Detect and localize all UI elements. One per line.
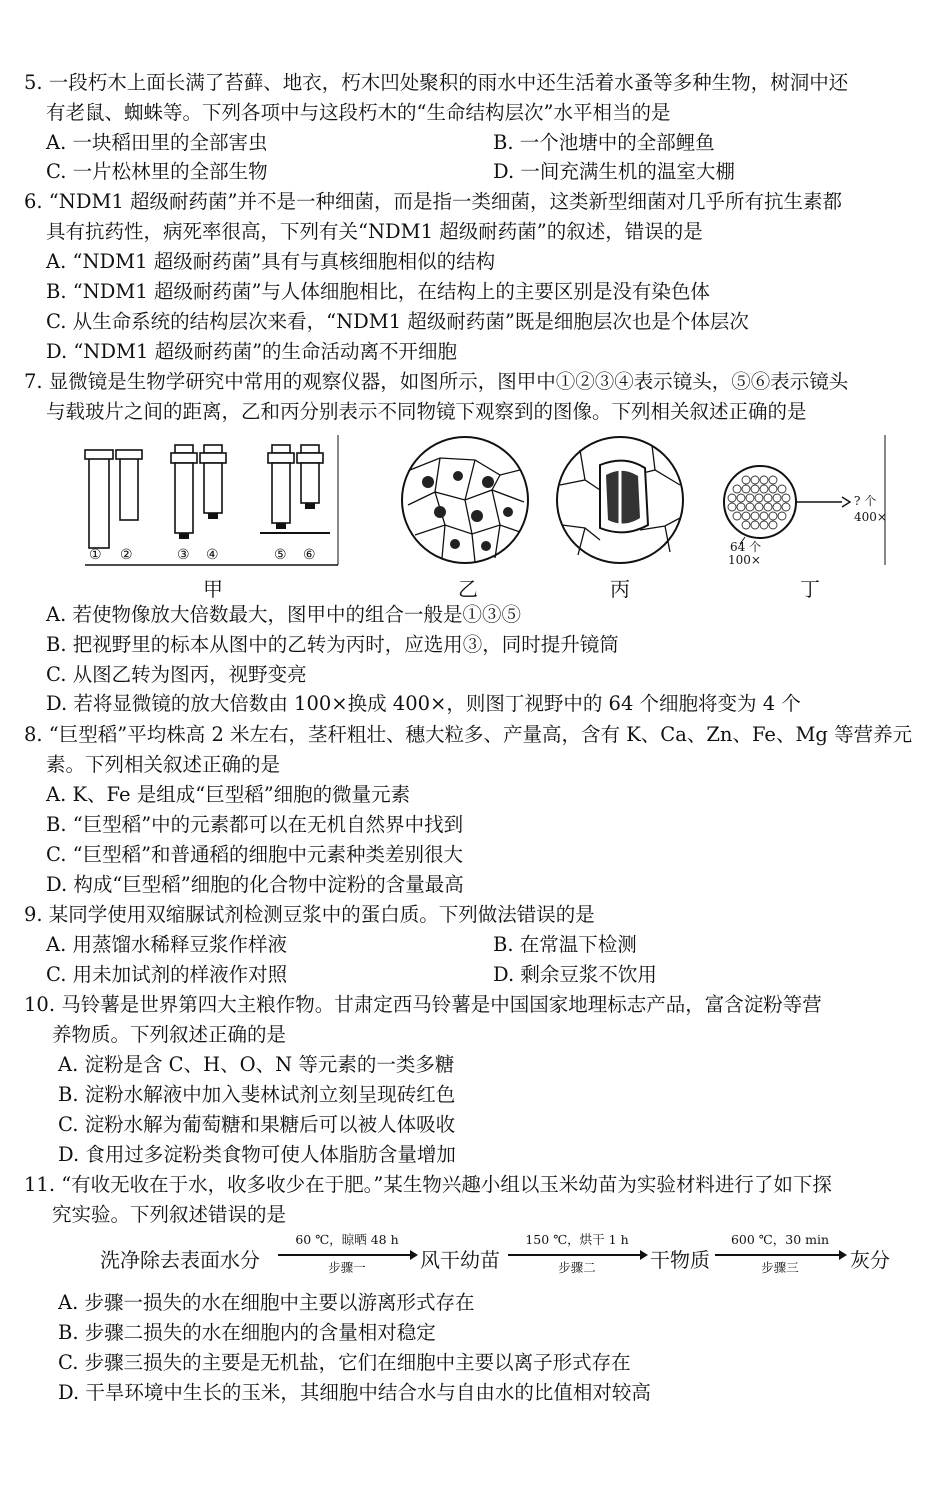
q7-option-a: A. 若使物像放大倍数最大，图甲中的组合一般是①③⑤ (46, 603, 521, 626)
lens-label-1: ① (89, 547, 102, 563)
flow-arrow-1 (278, 1232, 416, 1276)
lens-label-2: ② (120, 547, 133, 563)
q10-option-b: B. 淀粉水解液中加入斐林试剂立刻呈现砖红色 (58, 1083, 456, 1106)
q8-option-d: D. 构成“巨型稻”细胞的化合物中淀粉的含量最高 (46, 873, 464, 896)
ding-high-count: ? 个 (854, 494, 877, 508)
q11-option-a: A. 步骤一损失的水在细胞中主要以游离形式存在 (58, 1291, 475, 1314)
ding-high-mag: 400× (854, 510, 887, 524)
q9-option-d: D. 剩余豆浆不饮用 (493, 963, 657, 986)
ding-view-icon (724, 466, 850, 544)
q9-stem-line1: 9. 某同学使用双缩脲试剂检测豆浆中的蛋白质。下列做法错误的是 (24, 903, 595, 926)
q9-option-c: C. 用未加试剂的样液作对照 (46, 963, 288, 986)
q6-option-b: B. “NDM1 超级耐药菌”与人体细胞相比，在结构上的主要区别是没有染色体 (46, 280, 710, 303)
flow-step-dry-matter: 干物质 (650, 1248, 710, 1272)
lens-5-icon (268, 445, 294, 529)
q10-stem-line1: 10. 马铃薯是世界第四大主粮作物。甘肃定西马铃薯是中国国家地理标志产品，富含淀粉等营 (24, 993, 822, 1016)
q8-option-c: C. “巨型稻”和普通稻的细胞中元素种类差别很大 (46, 843, 464, 866)
q7-stem-line2: 与载玻片之间的距离，乙和丙分别表示不同物镜下观察到的图像。下列相关叙述正确的是 (46, 400, 807, 423)
q11-option-d: D. 干旱环境中生长的玉米，其细胞中结合水与自由水的比值相对较高 (58, 1381, 651, 1404)
bing-view-icon (557, 437, 683, 563)
flow-arrow-1-step: 步骤一 (328, 1260, 366, 1275)
q8-stem-line1: 8. “巨型稻”平均株高 2 米左右，茎秆粗壮、穗大粒多、产量高，含有 K、Ca、Zn、Fe、Mg 等营养元 (24, 723, 913, 746)
panel-label-bing: 丙 (610, 577, 630, 601)
flow-arrow-3 (715, 1232, 845, 1276)
q8-stem-line2: 素。下列相关叙述正确的是 (46, 753, 281, 776)
panel-label-jia: 甲 (203, 577, 223, 601)
q11-option-c: C. 步骤三损失的主要是无机盐，它们在细胞中主要以离子形式存在 (58, 1351, 631, 1374)
q9-option-b: B. 在常温下检测 (493, 933, 637, 956)
ding-low-count: 64 个 (730, 540, 762, 554)
q11-stem-line2: 究实验。下列叙述错误的是 (52, 1203, 287, 1226)
q10-stem-line2: 养物质。下列叙述正确的是 (52, 1023, 287, 1046)
q7-option-b: B. 把视野里的标本从图中的乙转为丙时，应选用③，同时提升镜筒 (46, 633, 619, 656)
q8-option-b: B. “巨型稻”中的元素都可以在无机自然界中找到 (46, 813, 464, 836)
flow-arrow-3-step: 步骤三 (761, 1260, 799, 1275)
q5-option-c: C. 一片松林里的全部生物 (46, 160, 268, 183)
flow-step-washed: 洗净除去表面水分 (100, 1248, 260, 1272)
q9-option-a: A. 用蒸馏水稀释豆浆作样液 (46, 933, 287, 956)
lens-label-4: ④ (206, 547, 219, 563)
q5-stem-line1: 5. 一段朽木上面长满了苔藓、地衣，朽木凹处聚积的雨水中还生活着水蚤等多种生物，树洞中还 (24, 71, 849, 94)
lens-2-icon (116, 450, 142, 520)
flow-arrow-3-condition: 600 ℃，30 min (730, 1232, 830, 1247)
flow-arrow-2 (508, 1232, 646, 1276)
flow-arrow-1-condition: 60 ℃，晾晒 48 h (295, 1232, 399, 1247)
flow-step-ash: 灰分 (850, 1248, 890, 1272)
lens-6-icon (297, 445, 323, 509)
lens-3-icon (171, 445, 197, 539)
q6-stem-line2: 具有抗药性，病死率很高，下列有关“NDM1 超级耐药菌”的叙述，错误的是 (46, 220, 703, 243)
q7-option-d: D. 若将显微镜的放大倍数由 100×换成 400×，则图丁视野中的 64 个细胞将变为 4 个 (46, 692, 801, 715)
q7-stem-line1: 7. 显微镜是生物学研究中常用的观察仪器，如图所示，图甲中①②③④表示镜头，⑤⑥表示镜头 (24, 370, 849, 393)
q6-stem-line1: 6. “NDM1 超级耐药菌”并不是一种细菌，而是指一类细菌，这类新型细菌对几乎所有抗生素都 (24, 190, 843, 213)
q10-option-a: A. 淀粉是含 C、H、O、N 等元素的一类多糖 (58, 1053, 455, 1076)
q10-option-c: C. 淀粉水解为葡萄糖和果糖后可以被人体吸收 (58, 1113, 456, 1136)
q6-option-a: A. “NDM1 超级耐药菌”具有与真核细胞相似的结构 (46, 250, 496, 273)
lens-label-6: ⑥ (303, 547, 316, 563)
flow-arrow-2-step: 步骤二 (558, 1260, 596, 1275)
flow-arrow-2-condition: 150 ℃，烘干 1 h (525, 1232, 629, 1247)
yi-view-icon (402, 437, 528, 563)
lens-4-icon (200, 445, 226, 519)
q5-option-d: D. 一间充满生机的温室大棚 (493, 160, 735, 183)
q7-option-c: C. 从图乙转为图丙，视野变亮 (46, 663, 307, 686)
arrow-right-icon (508, 1254, 646, 1256)
q11-stem-line1: 11. “有收无收在于水，收多收少在于肥。”某生物兴趣小组以玉米幼苗为实验材料进行了如下探 (24, 1173, 832, 1196)
q10-option-d: D. 食用过多淀粉类食物可使人体脂肪含量增加 (58, 1143, 456, 1166)
lens-label-5: ⑤ (274, 547, 287, 563)
q5-option-a: A. 一块稻田里的全部害虫 (46, 131, 268, 154)
q6-option-c: C. 从生命系统的结构层次来看，“NDM1 超级耐药菌”既是细胞层次也是个体层次 (46, 310, 749, 333)
q11-option-b: B. 步骤二损失的水在细胞内的含量相对稳定 (58, 1321, 436, 1344)
arrow-right-icon (278, 1254, 416, 1256)
ding-low-mag: 100× (728, 553, 761, 567)
q6-option-d: D. “NDM1 超级耐药菌”的生命活动离不开细胞 (46, 340, 458, 363)
panel-label-ding: 丁 (800, 577, 820, 601)
q5-option-b: B. 一个池塘中的全部鲤鱼 (493, 131, 715, 154)
flow-step-air-dried: 风干幼苗 (420, 1248, 500, 1272)
arrow-right-icon (715, 1254, 845, 1256)
lens-1-icon (85, 450, 113, 548)
panel-label-yi: 乙 (458, 577, 478, 601)
q8-option-a: A. K、Fe 是组成“巨型稻”细胞的微量元素 (46, 783, 411, 806)
q5-stem-line2: 有老鼠、蜘蛛等。下列各项中与这段朽木的“生命结构层次”水平相当的是 (46, 101, 671, 124)
lens-label-3: ③ (177, 547, 190, 563)
